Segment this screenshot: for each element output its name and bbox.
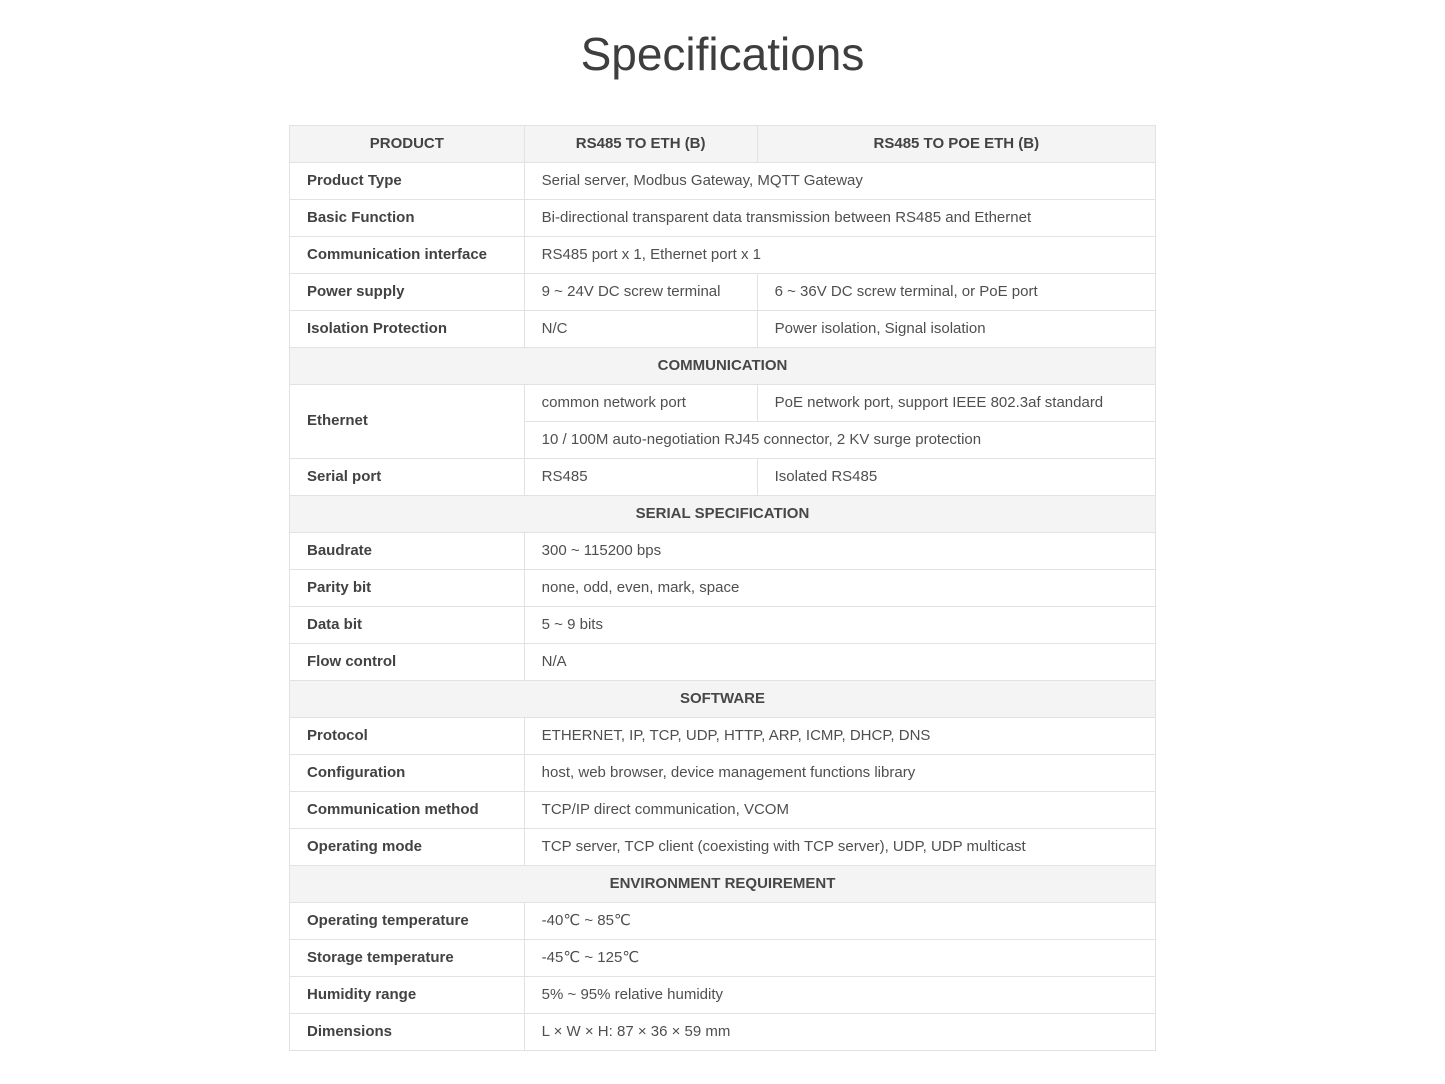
spec-label: Isolation Protection: [290, 310, 525, 347]
spec-label: Serial port: [290, 458, 525, 495]
spec-label: Communication interface: [290, 236, 525, 273]
section-row: [290, 680, 1156, 717]
table-row: [290, 791, 1156, 828]
spec-label: Product Type: [290, 162, 525, 199]
spec-label: Parity bit: [290, 569, 525, 606]
table-row: [290, 236, 1156, 273]
spec-value: Bi-directional transparent data transmission between RS485 and Ethernet: [524, 199, 1155, 236]
table-row: [290, 384, 1156, 421]
spec-value: host, web browser, device management functions library: [524, 754, 1155, 791]
table-row: [290, 902, 1156, 939]
spec-label: Dimensions: [290, 1013, 525, 1050]
table-row: [290, 532, 1156, 569]
table-row: [290, 754, 1156, 791]
spec-value: TCP/IP direct communication, VCOM: [524, 791, 1155, 828]
spec-value: Power isolation, Signal isolation: [757, 310, 1155, 347]
table-row: [290, 828, 1156, 865]
spec-label: Data bit: [290, 606, 525, 643]
table-header-row: [290, 125, 1156, 162]
table-row: [290, 273, 1156, 310]
spec-label: Ethernet: [290, 384, 525, 458]
table-row: [290, 125, 1156, 162]
spec-value: ETHERNET, IP, TCP, UDP, HTTP, ARP, ICMP, DHCP, DNS: [524, 717, 1155, 754]
page-title: Specifications: [580, 28, 865, 80]
section-header: SOFTWARE: [290, 680, 1156, 717]
spec-value: 300 ~ 115200 bps: [524, 532, 1155, 569]
table-row: [290, 939, 1156, 976]
table-row: [290, 458, 1156, 495]
table-row: [290, 162, 1156, 199]
spec-value: N/A: [524, 643, 1155, 680]
table-row: [290, 1013, 1156, 1050]
table-row: [290, 976, 1156, 1013]
spec-value: PoE network port, support IEEE 802.3af standard: [757, 384, 1155, 421]
section-header: SERIAL SPECIFICATION: [290, 495, 1156, 532]
spec-label: Communication method: [290, 791, 525, 828]
section-header: COMMUNICATION: [290, 347, 1156, 384]
spec-value: RS485: [524, 458, 757, 495]
table-row: [290, 310, 1156, 347]
spec-value: RS485 port x 1, Ethernet port x 1: [524, 236, 1155, 273]
spec-value: TCP server, TCP client (coexisting with TCP server), UDP, UDP multicast: [524, 828, 1155, 865]
spec-label: Protocol: [290, 717, 525, 754]
spec-label: Storage temperature: [290, 939, 525, 976]
spec-value: -45℃ ~ 125℃: [524, 939, 1155, 976]
spec-value: L × W × H: 87 × 36 × 59 mm: [524, 1013, 1155, 1050]
spec-label: Operating mode: [290, 828, 525, 865]
specifications-table: [289, 125, 1156, 1051]
spec-value: Serial server, Modbus Gateway, MQTT Gateway: [524, 162, 1155, 199]
spec-label: Configuration: [290, 754, 525, 791]
spec-label: Humidity range: [290, 976, 525, 1013]
column-header-model-1: RS485 TO ETH (B): [524, 125, 757, 162]
table-row: [290, 606, 1156, 643]
spec-label: Operating temperature: [290, 902, 525, 939]
table-row: [290, 199, 1156, 236]
table-row: [290, 643, 1156, 680]
spec-value: -40℃ ~ 85℃: [524, 902, 1155, 939]
spec-value: N/C: [524, 310, 757, 347]
column-header-product: PRODUCT: [290, 125, 525, 162]
section-row: [290, 347, 1156, 384]
section-row: [290, 865, 1156, 902]
spec-value: 5 ~ 9 bits: [524, 606, 1155, 643]
spec-value: none, odd, even, mark, space: [524, 569, 1155, 606]
section-row: [290, 495, 1156, 532]
spec-value: common network port: [524, 384, 757, 421]
spec-value: 9 ~ 24V DC screw terminal: [524, 273, 757, 310]
table-row: [290, 569, 1156, 606]
spec-table-body: [290, 162, 1156, 1050]
spec-value: Isolated RS485: [757, 458, 1155, 495]
column-header-model-2: RS485 TO POE ETH (B): [757, 125, 1155, 162]
spec-value: 5% ~ 95% relative humidity: [524, 976, 1155, 1013]
spec-label: Basic Function: [290, 199, 525, 236]
spec-label: Power supply: [290, 273, 525, 310]
spec-value: 10 / 100M auto-negotiation RJ45 connector, 2 KV surge protection: [524, 421, 1155, 458]
spec-value: 6 ~ 36V DC screw terminal, or PoE port: [757, 273, 1155, 310]
table-row: [290, 717, 1156, 754]
section-header: ENVIRONMENT REQUIREMENT: [290, 865, 1156, 902]
spec-label: Baudrate: [290, 532, 525, 569]
spec-label: Flow control: [290, 643, 525, 680]
